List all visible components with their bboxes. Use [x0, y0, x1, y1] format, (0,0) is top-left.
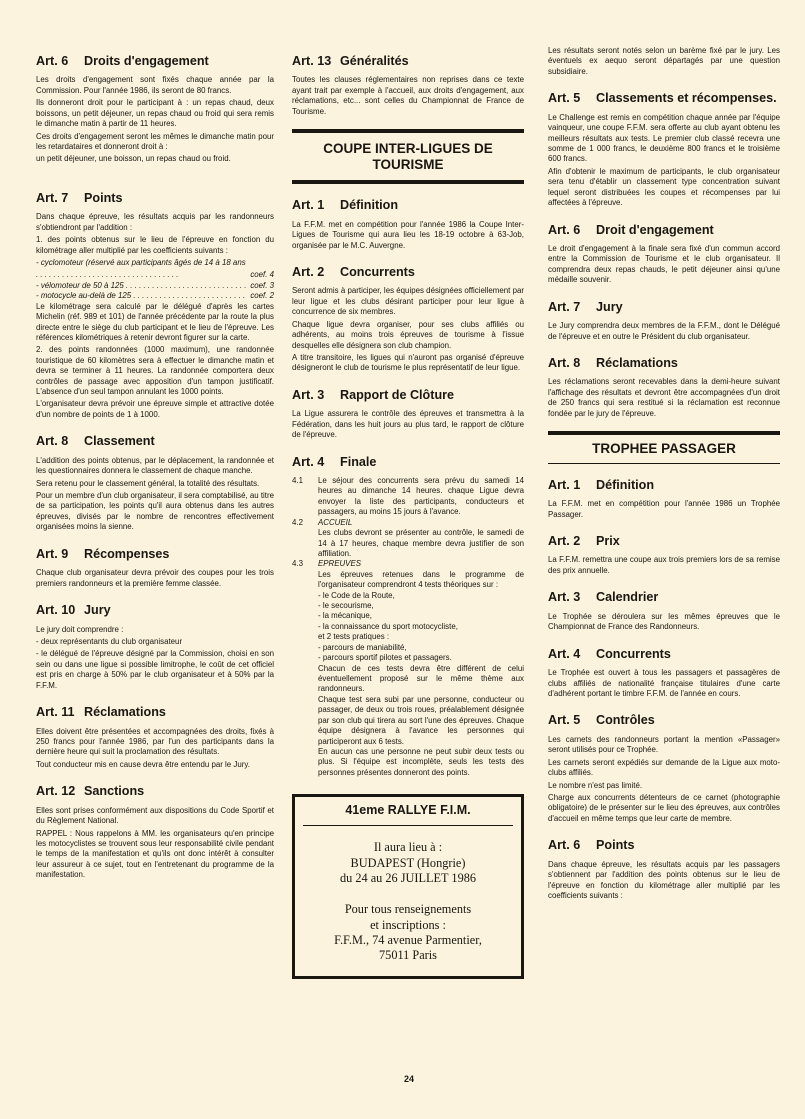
paragraph: Chaque club organisateur devra prévoir des coupes pour les trois premiers randonneurs et la première femme classée. — [36, 568, 274, 588]
paragraph: Le droit d'engagement à la finale sera fixé d'un commun accord entre la Commission de Tourisme et le club organisateur. Il comprendra deux repas chauds, le petit déjeuner ainsi qu'une médaille souvenir. — [548, 244, 780, 285]
paragraph: Le Jury comprendra deux membres de la F.F.M., dont le Délégué de l'épreuve et en outre le Président du club organisateur. — [548, 321, 780, 341]
column-2 — [292, 40, 524, 979]
heading-trophee-art4: Art. 4 Concurrents — [548, 646, 671, 661]
heading-art6-droit: Art. 6 Droit d'engagement — [548, 222, 714, 237]
paragraph: Le Trophée est ouvert à tous les passagers et passagères de clubs affiliés de nationalité française titulaires d'une carte d'adhérent portant le timbre F.F.M. de l'année en cours. — [548, 668, 780, 698]
heading-art12-sanctions: Art. 12 Sanctions — [36, 784, 145, 799]
heading-trophee-art2: Art. 2 Prix — [548, 533, 620, 548]
paragraph: Pour un membre d'un club organisateur, il sera comptabilisé, au titre de sa participation, les points qu'il aura obtenus dans les autres épreuves, divisés par le nombre de rencontres effectivement organisées moins la sienne. — [36, 491, 274, 532]
paragraph: Chaque ligue devra organiser, pour ses clubs affiliés ou adhérents, au moins trois épreuves de tourisme à l'issue desquelles elle désignera son club champion. — [292, 319, 524, 350]
paragraph: Les droits d'engagement sont fixés chaque année par la Commission. Pour l'année 1986, ils seront de 80 francs. — [36, 75, 274, 95]
paragraph: L'organisateur devra prévoir une épreuve simple et attractive dotée d'un nombre de points de 1 à 1000. — [36, 399, 274, 419]
section-banner-coupe-inter-ligues: COUPE INTER-LIGUES DE TOURISME — [292, 129, 524, 184]
rally-line: et inscriptions : — [370, 917, 446, 932]
paragraph: Le kilométrage sera calculé par le délégué d'après les cartes Michelin (réf. 989 et 101) de l'année précédente par la route la plus directe entre le siège du club participant et le lieu de l'épreuve. Les références kilométriques à retenir devront figurer sur la carte. — [36, 301, 274, 342]
paragraph: un petit déjeuner, une boisson, un repas chaud ou froid. — [36, 154, 231, 164]
heading-trophee-art1: Art. 1 Définition — [548, 477, 655, 492]
heading-art13-generalites: Art. 13 Généralités — [292, 54, 409, 68]
heading-trophee-art3: Art. 3 Calendrier — [548, 590, 659, 605]
numbered-item: 4.2 ACCUEIL Les clubs devront se présenter au contrôle, le samedi de 14 à 17 heures, chaque membre devra justifier de son affiliation. — [292, 517, 524, 558]
paragraph: Les résultats seront notés selon un barème fixé par le jury. Les éventuels ex aequo seront départagés par une question subsidiaire. — [548, 46, 780, 76]
heading-trophee-art6: Art. 6 Points — [548, 838, 635, 853]
coefficient-row: - vélomoteur de 50 à 125 . . . coef. 3 — [36, 281, 274, 291]
paragraph: Dans chaque épreuve, les résultats acquis par les randonneurs s'obtiendront par l'addition : — [36, 212, 274, 232]
paragraph: La Ligue assurera le contrôle des épreuves et transmettra à la Fédération, dans les huit jours au plus tard, le rapport de clôture de l'épreuve. — [292, 409, 524, 440]
paragraph: Ils donneront droit pour le participant à : un repas chaud, deux boissons, un petit déjeuner, un repas chaud ou froid qui sera remis le dimanche matin à partir de 11 heures. — [36, 98, 274, 129]
paragraph: Seront admis à participer, les équipes désignées officiellement par leur ligue et les clubs désirant participer pour leur ligue à concurrence de six membres. — [292, 286, 524, 317]
rally-line: F.F.M., 74 avenue Parmentier, — [334, 933, 482, 947]
heading-art9-recompenses: Art. 9 Récompenses — [36, 546, 170, 561]
paragraph: Ces droits d'engagement seront les mêmes le dimanche matin pour les retardataires et donneront droit à : — [36, 131, 274, 151]
rally-line: Il aura lieu à : — [373, 840, 443, 855]
column-3 — [548, 46, 780, 903]
paragraph: Charge aux concurrents détenteurs de ce carnet (photographie obligatoire) de le présenter sur le lieu des épreuves, aux contrôles d'accueil en même temps que leur carte de membre. — [548, 792, 780, 823]
rally-line: du 24 au 26 JUILLET 1986 — [339, 870, 477, 885]
paragraph: La F.F.M. met en compétition pour l'année 1986 un Trophée Passager. — [548, 499, 780, 519]
paragraph: A titre transitoire, les ligues qui n'auront pas organisé d'épreuve désigneront le club de tourisme le plus représentatif de leur ligue. — [292, 352, 524, 373]
rally-line: Pour tous renseignements — [344, 902, 472, 917]
paragraph: Toutes les clauses réglementaires non reprises dans ce texte ayant trait par exemple à l'accueil, aux droits d'engagement, aux réclamations, etc... sont celles du Championnat de France de Tourisme. — [292, 75, 524, 116]
paragraph: Les carnets seront expédiés sur demande de la Ligue aux moto-clubs affiliés. — [548, 757, 780, 778]
paragraph: 1. des points obtenus sur le lieu de l'épreuve en fonction du kilométrage aller multiplié par les coefficients suivants : — [36, 235, 274, 255]
paragraph: Dans chaque épreuve, les résultats acquis par les passagers s'obtiennent par l'addition des points obtenus sur le lieu de l'épreuve en fonction du kilométrage aller multiplié par les coefficients suivants : — [548, 859, 780, 900]
column-1 — [36, 40, 274, 883]
paragraph: Le Challenge est remis en compétition chaque année par l'équipe vainqueur, une coupe F.F.M. sera offerte au club ayant obtenu les meilleurs résultats aux tests. Le premier club classé recevra une somme de 1 000 francs, le deuxième 800 francs et le troisième 600 francs. — [548, 112, 780, 164]
heading-art7-jury: Art. 7 Jury — [548, 299, 623, 314]
paragraph: Le jury doit comprendre : — [36, 624, 124, 634]
rally-line: BUDAPEST (Hongrie) — [350, 855, 466, 870]
paragraph: Le Trophée se déroulera sur les mêmes épreuves que le Championnat de France des Randonneurs. — [548, 611, 780, 632]
coefficient-row: - motocycle au-delà de 125 . . . coef. 2 — [36, 291, 274, 301]
heading-trophee-art5: Art. 5 Contrôles — [548, 713, 655, 728]
paragraph: - le délégué de l'épreuve désigné par la Commission, choisi en son sein ou dans une ligue si possible limitrophe, le coût de cet officiel est pris en charge à 50% par le club organisateur et à 50% par la F.F.M. — [36, 649, 274, 690]
paragraph: - deux représentants du club organisateur — [36, 636, 183, 646]
heading-art5-classements: Art. 5 Classements et récompenses. — [548, 91, 777, 106]
paragraph: Tout conducteur mis en cause devra être entendu par le Jury. — [36, 759, 250, 769]
paragraph: Elles doivent être présentées et accompagnées des droits, fixés à 250 francs pour l'année 1986, par l'un des participants dans la dernière heure qui suit la proclamation des résultats. — [36, 726, 274, 757]
paragraph: Les carnets des randonneurs portant la mention «Passager» seront utilisés pour ce Trophée. — [548, 734, 780, 755]
paragraph: RAPPEL : Nous rappelons à MM. les organisateurs qu'en principe les motocyclistes se trouvent sous leur responsabilité civile pendant le temps de la manifestation et qu'ils ont donc intérêt à consulter leur assureur à ce sujet, tout en l'entretenant du programme de la manifestation. — [36, 828, 274, 880]
paragraph: Elles sont prises conformément aux dispositions du Code Sportif et du Règlement National. — [36, 805, 274, 826]
heading-art1-definition: Art. 1 Définition — [292, 198, 399, 213]
paragraph: Les réclamations seront recevables dans la demi-heure suivant l'affichage des résultats et devront être accompagnées d'un droit de 250 francs qui sera restitué si la réclamation est reconnue fondée par le jury de l'épreuve. — [548, 377, 780, 418]
heading-art7-points: Art. 7 Points — [36, 190, 123, 205]
heading-art10-jury: Art. 10 Jury — [36, 603, 111, 618]
heading-art4-finale: Art. 4 Finale — [292, 454, 377, 469]
heading-art11-reclamations: Art. 11 Réclamations — [36, 705, 166, 720]
heading-art3-rapport: Art. 3 Rapport de Clôture — [292, 387, 455, 402]
paragraph: Afin d'obtenir le maximum de participants, le club organisateur sera tenu d'établir un classement type concentration suivant lequel seront distribuées les coupes et récompenses par lui affectées à l'épreuve. — [548, 166, 780, 208]
coefficient-row: . . . coef. 4 — [36, 270, 274, 280]
paragraph: Le nombre n'est pas limité. — [548, 780, 643, 790]
paragraph: La F.F.M. remettra une coupe aux trois premiers lors de sa remise des prix annuelle. — [548, 555, 780, 575]
section-banner-trophee-passager: TROPHEE PASSAGER — [548, 431, 780, 464]
heading-art8-reclamations: Art. 8 Réclamations — [548, 356, 678, 370]
heading-art2-concurrents: Art. 2 Concurrents — [292, 264, 415, 279]
heading-art8-classement: Art. 8 Classement — [36, 434, 155, 449]
rally-title: 41eme RALLYE F.I.M. — [303, 803, 513, 826]
paragraph: L'addition des points obtenus, par le déplacement, la randonnée et les questionnaires donnera le classement de chaque manche. — [36, 455, 274, 476]
rally-announcement-box — [292, 794, 524, 979]
heading-art6-droits: Art. 6 Droits d'engagement — [36, 54, 209, 68]
numbered-item: 4.3 EPREUVES Les épreuves retenues dans le programme de l'organisateur comprendront 4 tests théoriques sur : - le Code de la Route, - le secourisme, - la mécanique, - la connaissance du sport motocycliste, et 2 tests pratiques : - parcours de maniabilité, - parcours sportif pilotes et passagers. Chacun de ces tests devra être différent de celui éventuellement proposé sur le même thème aux randonneurs. Chaque test sera subi par une personne, conducteur ou passager, de deux ou trois roues, préalablement désignée par son club qui tirera au sort l'une des épreuves. Chaque équipe désignera à l'avance les personnes qui participeront aux 6 tests. En aucun cas une personne ne peut subir deux tests ou plus. Si l'équipe est incomplète, seuls les tests des personnes présentes donneront des points. — [292, 559, 524, 777]
paragraph: La F.F.M. met en compétition pour l'année 1986 la Coupe Inter-Ligues de Tourisme qui aura lieu les 18-19 octobre à 63-Job, organisée par le M.C. Auvergne. — [292, 219, 524, 250]
paragraph: Sera retenu pour le classement général, la totalité des résultats. — [36, 478, 260, 488]
page-number: 24 — [404, 1074, 415, 1084]
paragraph: - cyclomoteur (réservé aux participants âgés de 14 à 18 ans — [36, 258, 246, 267]
rally-line: 75011 Paris — [379, 948, 437, 963]
numbered-item: 4.1 Le séjour des concurrents sera prévu du samedi 14 heures au dimanche 14 heures. chaque Ligue devra envoyer la liste des participants, conducteurs et passagers, au moins 15 jours à l'avance. — [292, 475, 524, 517]
paragraph: 2. des points randonnées (1000 maximum), une randonnée touristique de 60 kilomètres sera à effectuer le dimanche matin et devra se terminer à 11 heures. La randonnée comportera deux contrôles de passage avec apposition d'un tampon justificatif. L'absence d'un seul tampon annulant les 1000 points. — [36, 345, 274, 397]
